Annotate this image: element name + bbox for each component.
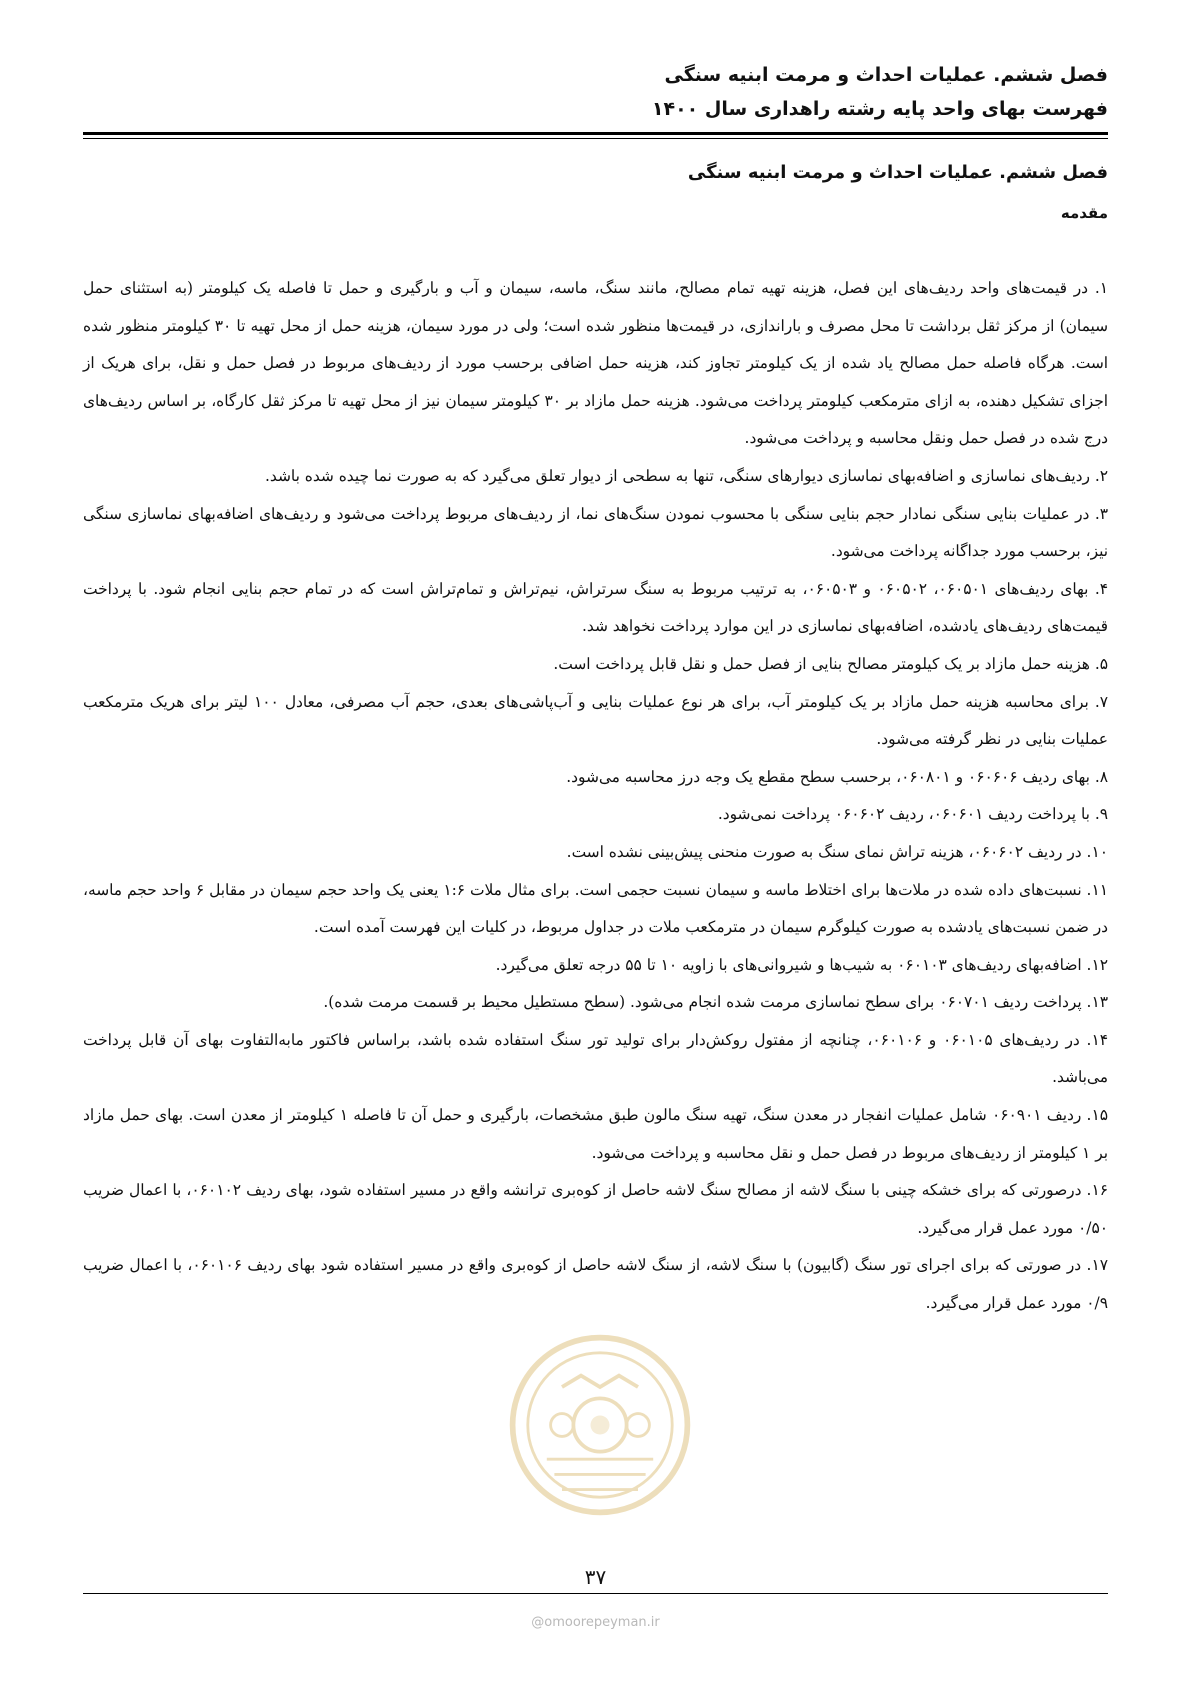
paragraph: ۱۱. نسبت‌های داده شده در ملات‌ها برای اختلاط ماسه و سیمان نسبت حجمی است. برای مثال ملات ۱:۶ یعنی یک واحد حجم سیمان در مقابل ۶ واحد حجم ماسه، در ضمن نسبت‌های یادشده به صورت کیلوگرم سیمان در مترمکعب ملات در جداول مربوط، در کلیات این فهرست آمده است. xyxy=(83,880,1109,937)
header-rule-thick xyxy=(83,132,1108,135)
seal-logo-icon xyxy=(505,1330,695,1520)
paragraph: ۵. هزینه حمل مازاد بر یک کیلومتر مصالح بنایی از فصل حمل و نقل قابل پرداخت است. xyxy=(553,654,1108,673)
body-text xyxy=(83,270,1108,1323)
website-watermark: @omoorepeyman.ir xyxy=(531,1615,660,1630)
header-book-title: فهرست بهای واحد پایه رشته راهداری سال ۱۴۰۰ xyxy=(651,98,1108,120)
header-rule-thin xyxy=(83,138,1108,139)
page-header xyxy=(78,58,1108,126)
section-subtitle: مقدمه xyxy=(1060,204,1108,222)
paragraph: ۱. در قیمت‌های واحد ردیف‌های این فصل، هزینه تهیه تمام مصالح، مانند سنگ، ماسه، سیمان و آب و بارگیری و حمل تا فاصله یک کیلومتر (به استثنای حمل سیمان) از مرکز ثقل برداشت تا محل مصرف و باراندازی، در قیمت‌ها منظور شده است؛ ولی در مورد سیمان، هزینه حمل از محل تهیه تا ۳۰ کیلومتر منظور شده است. هرگاه فاصله حمل مصالح یاد شده از یک کیلومتر تجاوز کند، هزینه حمل اضافی برحسب مورد از ردیف‌های مربوط در فصل حمل و نقل، برای هریک از اجزای تشکیل دهنده، به ازای مترمکعب کیلومتر پرداخت می‌شود. هزینه حمل مازاد بر ۳۰ کیلومتر سیمان نیز از محل تهیه تا مرکز ثقل کارگاه، بر اساس ردیف‌های درج شده در فصل حمل ونقل محاسبه و پرداخت می‌شود. xyxy=(83,279,1109,448)
footer-rule xyxy=(83,1593,1108,1594)
paragraph: ۳. در عملیات بنایی سنگی نمادار حجم بنایی سنگی با محسوب نمودن سنگ‌های نما، از ردیف‌های مربوط پرداخت می‌شود و ردیف‌های اضافه‌بهای نماسازی سنگی نیز، برحسب مورد جداگانه پرداخت می‌شود. xyxy=(83,504,1108,561)
paragraph: ۱۲. اضافه‌بهای ردیف‌های ۰۶۰۱۰۳ به شیب‌ها و شیروانی‌های با زاویه ۱۰ تا ۵۵ درجه تعلق می‌گیرد. xyxy=(495,955,1108,974)
paragraph: ۲. ردیف‌های نماسازی و اضافه‌بهای نماسازی دیوارهای سنگی، تنها به سطحی از دیوار تعلق می‌گیرد که به صورت نما چیده شده باشد. xyxy=(265,466,1108,485)
header-chapter-title: فصل ششم. عملیات احداث و مرمت ابنیه سنگی xyxy=(664,64,1108,86)
section-title: فصل ششم. عملیات احداث و مرمت ابنیه سنگی xyxy=(687,162,1108,183)
page-number: ۳۷ xyxy=(584,1565,607,1589)
paragraph: ۱۷. در صورتی که برای اجرای تور سنگ (گابیون) با سنگ لاشه، از سنگ لاشه حاصل از کوه‌بری واقع در مسیر استفاده شود بهای ردیف ۰۶۰۱۰۶، با اعمال ضریب ۰/۹ مورد عمل قرار می‌گیرد. xyxy=(83,1256,1108,1313)
paragraph: ۷. برای محاسبه هزینه حمل مازاد بر یک کیلومتر آب، برای هر نوع عملیات بنایی و آب‌پاشی‌های بعدی، حجم آب مصرفی، معادل ۱۰۰ لیتر برای هریک مترمکعب عملیات بنایی در نظر گرفته می‌شود. xyxy=(83,692,1108,749)
paragraph: ۴. بهای ردیف‌های ۰۶۰۵۰۱، ۰۶۰۵۰۲ و ۰۶۰۵۰۳، به ترتیب مربوط به سنگ سرتراش، نیم‌تراش و تمام‌تراش است که در تمام حجم بنایی انجام شود. با پرداخت قیمت‌های ردیف‌های یادشده، اضافه‌بهای نماسازی در این موارد پرداخت نخواهد شد. xyxy=(83,579,1108,636)
paragraph: ۱۶. درصورتی که برای خشکه چینی با سنگ لاشه از مصالح سنگ لاشه حاصل از کوه‌بری ترانشه واقع در مسیر استفاده شود، بهای ردیف ۰۶۰۱۰۲، با اعمال ضریب ۰/۵۰ مورد عمل قرار می‌گیرد. xyxy=(83,1181,1108,1237)
paragraph: ۱۳. پرداخت ردیف ۰۶۰۷۰۱ برای سطح نماسازی مرمت شده انجام می‌شود. (سطح مستطیل محیط بر قسمت مرمت شده). xyxy=(323,993,1108,1012)
paragraph: ۱۴. در ردیف‌های ۰۶۰۱۰۵ و ۰۶۰۱۰۶، چنانچه از مفتول روکش‌دار برای تولید تور سنگ استفاده شده باشد، براساس فاکتور مابه‌التفاوت بهای آن قابل پرداخت می‌باشد. xyxy=(83,1030,1108,1087)
paragraph: ۱۰. در ردیف ۰۶۰۶۰۲، هزینه تراش نمای سنگ به صورت منحنی پیش‌بینی نشده است. xyxy=(566,842,1108,861)
paragraph: ۹. با پرداخت ردیف ۰۶۰۶۰۱، ردیف ۰۶۰۶۰۲ پرداخت نمی‌شود. xyxy=(717,805,1108,824)
paragraph: ۱۵. ردیف ۰۶۰۹۰۱ شامل عملیات انفجار در معدن سنگ، تهیه سنگ مالون طبق مشخصات، بارگیری و حمل آن تا فاصله ۱ کیلومتر از معدن است. بهای حمل مازاد بر ۱ کیلومتر از ردیف‌های مربوط در فصل حمل و نقل محاسبه و پرداخت می‌شود. xyxy=(83,1106,1108,1162)
paragraph: ۸. بهای ردیف ۰۶۰۶۰۶ و ۰۶۰۸۰۱، برحسب سطح مقطع یک وجه درز محاسبه می‌شود. xyxy=(566,767,1108,786)
